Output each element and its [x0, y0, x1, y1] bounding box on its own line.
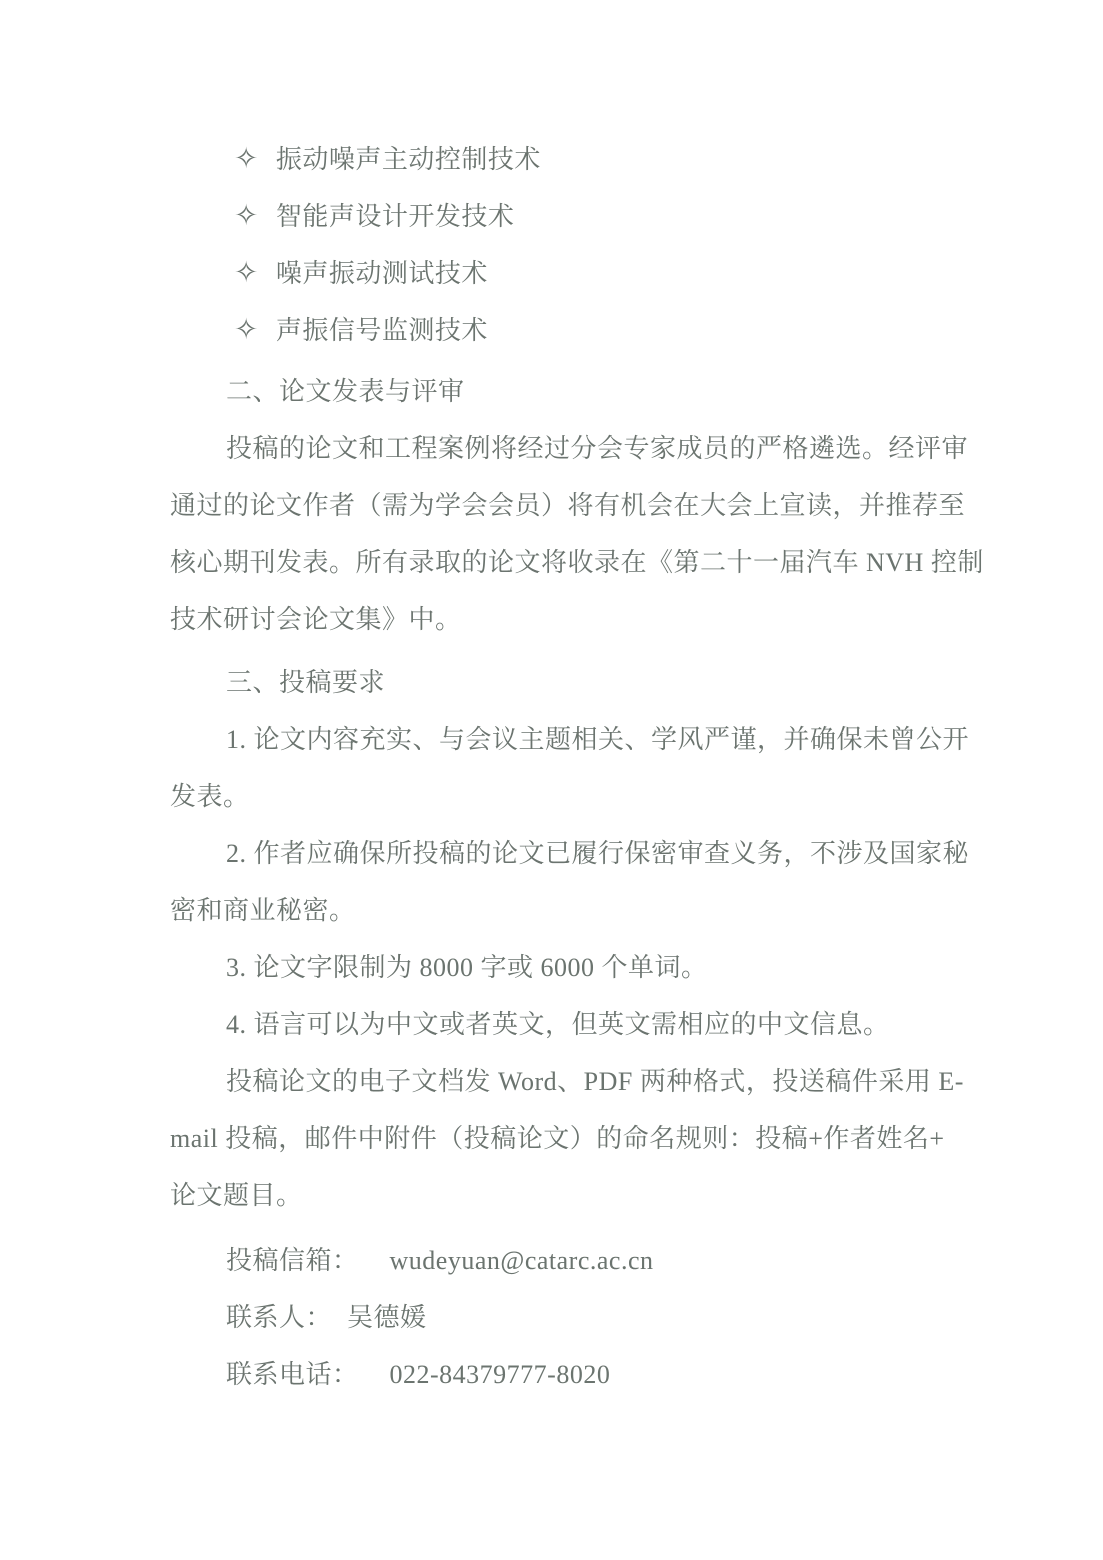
contact-email-row: [170, 1232, 960, 1289]
requirement-item-line: 4. 语言可以为中文或者英文，但英文需相应的中文信息。: [226, 1010, 890, 1039]
topic-bullet-item: [170, 245, 960, 302]
review-paragraph-line: 通过的论文作者（需为学会会员）将有机会在大会上宣读，并推荐至: [170, 491, 966, 520]
requirement-item-line: 发表。: [170, 782, 250, 811]
requirement-item-line: 密和商业秘密。: [170, 896, 356, 925]
topic-text: 噪声振动测试技术: [275, 259, 488, 288]
diamond-bullet-icon: ✧: [234, 314, 259, 346]
contact-person-row: [170, 1289, 960, 1346]
contact-email-value: wudeyuan@catarc.ac.cn: [389, 1246, 654, 1275]
diamond-bullet-icon: ✧: [234, 200, 259, 232]
submission-paragraph-line: mail 投稿，邮件中附件（投稿论文）的命名规则：投稿+作者姓名+: [170, 1124, 945, 1153]
topic-text: 声振信号监测技术: [275, 316, 488, 345]
topic-bullet-item: [170, 188, 960, 245]
diamond-bullet-icon: ✧: [234, 257, 259, 289]
contact-phone-label: 联系电话：: [226, 1360, 359, 1389]
requirement-item-line: 1. 论文内容充实、与会议主题相关、学风严谨，并确保未曾公开: [226, 725, 970, 754]
topic-text: 智能声设计开发技术: [275, 202, 515, 231]
requirement-item-line: 3. 论文字限制为 8000 字或 6000 个单词。: [226, 953, 708, 982]
contact-person-label: 联系人：: [226, 1303, 333, 1332]
diamond-bullet-icon: ✧: [234, 143, 259, 175]
document-content: [170, 131, 984, 1403]
contact-email-label: 投稿信箱：: [226, 1246, 359, 1275]
contact-person-value: 吴德媛: [347, 1303, 427, 1332]
topic-bullet-item: [170, 131, 960, 188]
review-paragraph-line: 技术研讨会论文集》中。: [170, 605, 462, 634]
topic-text: 振动噪声主动控制技术: [275, 145, 541, 174]
section-heading-requirements: 三、投稿要求: [226, 668, 386, 697]
review-paragraph-line: 投稿的论文和工程案例将经过分会专家成员的严格遴选。经评审: [226, 434, 969, 463]
requirement-item-line: 2. 作者应确保所投稿的论文已履行保密审查义务，不涉及国家秘: [226, 839, 970, 868]
section-heading-review: 二、论文发表与评审: [226, 377, 465, 406]
submission-paragraph-line: 投稿论文的电子文档发 Word、PDF 两种格式，投送稿件采用 E-: [226, 1067, 964, 1096]
contact-phone-row: [170, 1346, 960, 1403]
submission-paragraph-line: 论文题目。: [170, 1181, 303, 1210]
contact-phone-value: 022-84379777-8020: [389, 1360, 611, 1389]
topic-bullet-item: [170, 302, 960, 359]
review-paragraph-line: 核心期刊发表。所有录取的论文将收录在《第二十一届汽车 NVH 控制: [170, 548, 984, 577]
